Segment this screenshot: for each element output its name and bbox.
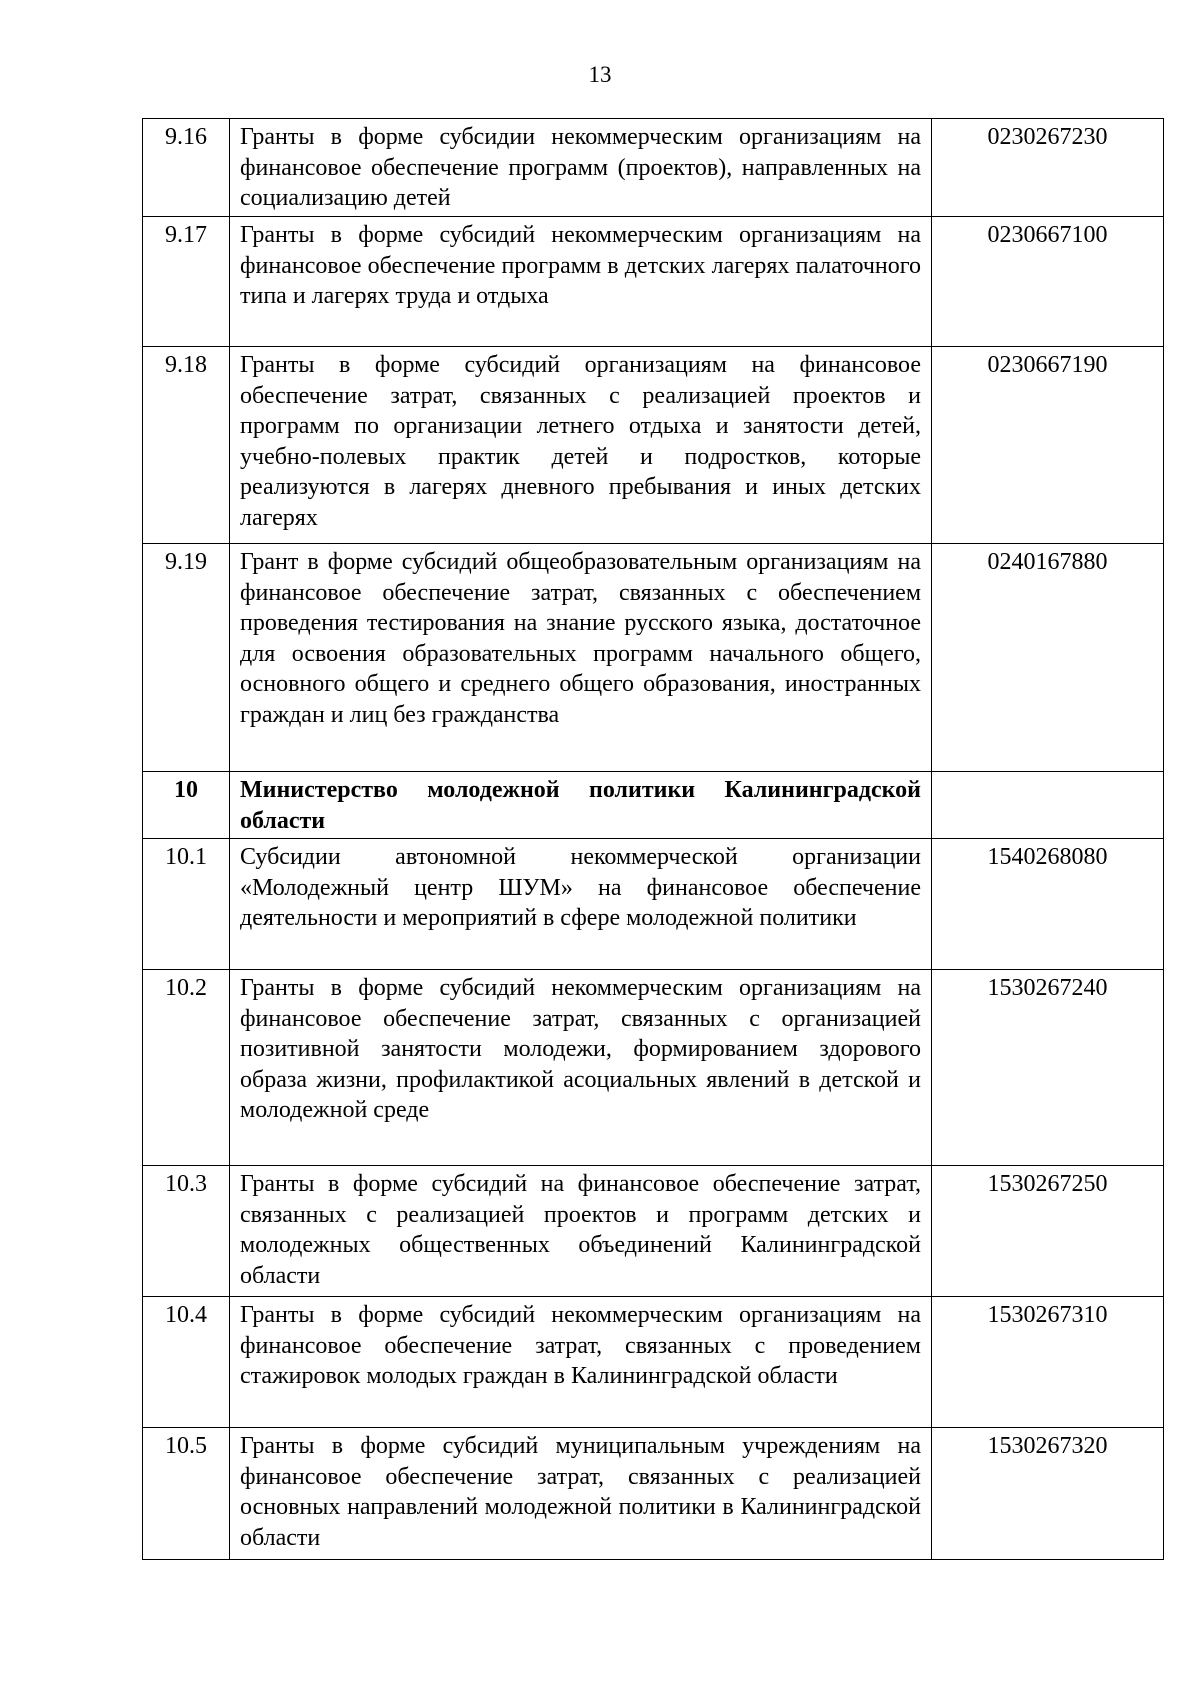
row-code: 1530267320	[932, 1428, 1164, 1560]
row-description: Гранты в форме субсидий муниципальным учреждениям на финансовое обеспечение затрат, связанных с реализацией основных направлений молодежной политики в Калининградской области	[230, 1428, 932, 1560]
section-number: 10	[143, 772, 230, 839]
row-number: 9.19	[143, 544, 230, 772]
row-number: 10.2	[143, 970, 230, 1166]
row-number: 10.1	[143, 839, 230, 970]
row-code: 0230667100	[932, 217, 1164, 347]
section-title: Министерство молодежной политики Калининградской области	[230, 772, 932, 839]
table-row	[143, 839, 1164, 970]
row-code: 0240167880	[932, 544, 1164, 772]
table-row	[143, 347, 1164, 544]
row-description: Гранты в форме субсидий на финансовое обеспечение затрат, связанных с реализацией проектов и программ детских и молодежных общественных объединений Калининградской области	[230, 1166, 932, 1297]
row-code: 1530267250	[932, 1166, 1164, 1297]
row-description: Грант в форме субсидий общеобразовательным организациям на финансовое обеспечение затрат, связанных с обеспечением проведения тестирования на знание русского языка, достаточное для освоения образовательных программ начального общего, основного общего и среднего общего образования, иностранных граждан и лиц без гражданства	[230, 544, 932, 772]
row-number: 9.17	[143, 217, 230, 347]
section-code	[932, 772, 1164, 839]
row-code: 1530267240	[932, 970, 1164, 1166]
table-row	[143, 119, 1164, 217]
table-row	[143, 970, 1164, 1166]
row-code: 0230667190	[932, 347, 1164, 544]
row-number: 9.18	[143, 347, 230, 544]
row-description: Гранты в форме субсидии некоммерческим организациям на финансовое обеспечение программ (проектов), направленных на социализацию детей	[230, 119, 932, 217]
row-number: 9.16	[143, 119, 230, 217]
row-description: Гранты в форме субсидий некоммерческим организациям на финансовое обеспечение программ в детских лагерях палаточного типа и лагерях труда и отдыха	[230, 217, 932, 347]
row-number: 10.5	[143, 1428, 230, 1560]
row-code: 0230267230	[932, 119, 1164, 217]
row-code: 1530267310	[932, 1297, 1164, 1428]
table-row	[143, 1297, 1164, 1428]
row-description: Субсидии автономной некоммерческой организации «Молодежный центр ШУМ» на финансовое обеспечение деятельности и мероприятий в сфере молодежной политики	[230, 839, 932, 970]
section-row	[143, 772, 1164, 839]
table-row	[143, 217, 1164, 347]
table-row	[143, 1428, 1164, 1560]
row-number: 10.3	[143, 1166, 230, 1297]
row-description: Гранты в форме субсидий некоммерческим организациям на финансовое обеспечение затрат, связанных с проведением стажировок молодых граждан в Калининградской области	[230, 1297, 932, 1428]
row-description: Гранты в форме субсидий организациям на финансовое обеспечение затрат, связанных с реализацией проектов и программ по организации летнего отдыха и занятости детей, учебно-полевых практик детей и подростков, которые реализуются в лагерях дневного пребывания и иных детских лагерях	[230, 347, 932, 544]
subsidy-table	[142, 118, 1164, 1560]
row-number: 10.4	[143, 1297, 230, 1428]
row-description: Гранты в форме субсидий некоммерческим организациям на финансовое обеспечение затрат, связанных с организацией позитивной занятости молодежи, формированием здорового образа жизни, профилактикой асоциальных явлений в детской и молодежной среде	[230, 970, 932, 1166]
row-code: 1540268080	[932, 839, 1164, 970]
page-number: 13	[588, 62, 612, 87]
table-row	[143, 1166, 1164, 1297]
table-row	[143, 544, 1164, 772]
